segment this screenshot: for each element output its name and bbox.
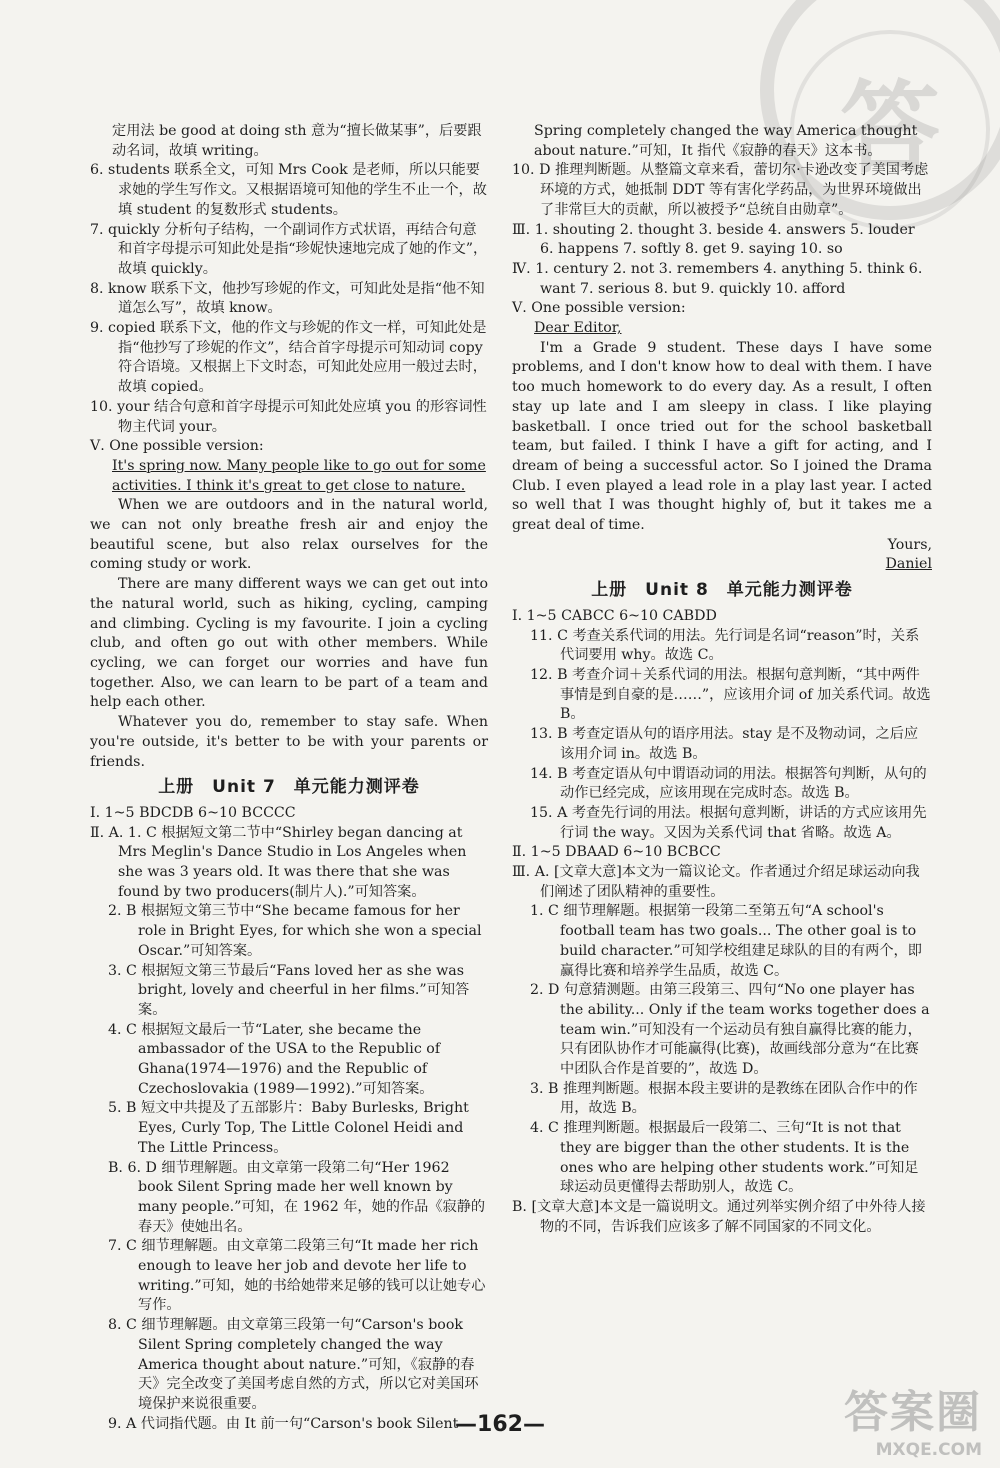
answer-paragraph: 5. B 短文中共提及了五部影片：Baby Burlesks, Bright Eyes, Curly Top, The Little Colonel Heidi and The Little Princess。 xyxy=(108,1100,469,1156)
section-heading: 上册 Unit 7 单元能力测评卷 xyxy=(158,777,420,798)
answer-paragraph: 10. D 推理判断题。从整篇文章来看，蕾切尔·卡逊改变了美国考虑环境的方式，她抵制 DDT 等有害化学药品，为世界环境做出了非常巨大的贡献，所以被授予“总统自由勋章”。 xyxy=(512,162,929,218)
answer-paragraph: 4. C 根据短文最后一节“Later, she became the ambassador of the USA to the Republic of Ghana(1974—1976) and the Republic of Czechoslovakia (1989—1992).”可知答案。 xyxy=(108,1021,441,1097)
answer-paragraph: Yours, xyxy=(887,536,932,553)
answer-paragraph: 7. quickly 分析句子结构，一个副词作方式状语，再结合句意和首字母提示可知此处是指“珍妮快速地完成了她的作文”，故填 quickly。 xyxy=(90,221,488,277)
page-number: —162— xyxy=(455,1412,545,1437)
answer-paragraph: Ⅴ. One possible version: xyxy=(512,300,686,317)
answer-paragraph: 13. B 考查定语从句的语序用法。stay 是不及物动词，之后应该用介词 in。故选 B。 xyxy=(530,726,919,762)
watermark-logo xyxy=(844,1376,982,1460)
answer-paragraph: 3. B 推理判断题。根据本段主要讲的是教练在团队合作中的作用，故选 B。 xyxy=(530,1080,918,1117)
answer-paragraph: B. [文章大意]本文是一篇说明文。通过列举实例介绍了中外待人接物的不同，告诉我们应该多了解不同国家的不同文化。 xyxy=(512,1198,926,1235)
answer-paragraph: Ⅱ. 1~5 DBAAD 6~10 BCBCC xyxy=(512,844,721,861)
answer-paragraph: B. 6. D 细节理解题。由文章第一段第二句“Her 1962 book Silent Spring made her well known by many people.”可知，在 1962 年，她的作品《寂静的春天》使她出名。 xyxy=(108,1159,486,1235)
answer-paragraph: Spring completely changed the way America thought about nature.”可知，It 指代《寂静的春天》这本书。 xyxy=(534,123,918,159)
answer-paragraph: 2. B 根据短文第三节中“She became famous for her role in Bright Eyes, for which she won a special Oscar.”可知答案。 xyxy=(108,903,482,959)
answer-paragraph: 14. B 考查定语从句中谓语动词的用法。根据答句判断，从句的动作已经完成，应该用现在完成时态。故选 B。 xyxy=(530,765,927,802)
answer-paragraph: Ⅰ. 1~5 BDCDB 6~10 BCCCC xyxy=(90,804,296,821)
answer-paragraph: 6. students 联系全文，可知 Mrs Cook 是老师，所以只能要求她的学生写作文。又根据语境可知他的学生不止一个，故填 student 的复数形式 students。 xyxy=(90,162,487,218)
answer-paragraph: 2. D 句意猜测题。由第三段第三、四句“No one player has the ability... Only if the team works together does a team win.”可知没有一个运动员有独自赢得比赛的能力，只有团队协作才可能赢得(比赛)，故画线部分意为“在比赛中团队合作是首要的”，故选 D。 xyxy=(530,982,930,1078)
answer-paragraph: Ⅲ. 1. shouting 2. thought 3. beside 4. answers 5. louder 6. happens 7. softly 8. get 9. saying 10. so xyxy=(512,221,915,258)
answer-paragraph: 9. copied 联系下文，他的作文与珍妮的作文一样，可知此处是指“他抄写了珍妮的作文”，结合首字母提示可知动词 copy 符合语境。又根据上下文时态，可知此处应用一般过去时，故填 copied。 xyxy=(90,320,487,396)
answer-paragraph: 4. C 推理判断题。根据最后一段第二、三句“It is not that they are bigger than the other students. It is the ones who are helping other students work.”可知足球运动员更懂得去帮助别人，故选 C。 xyxy=(530,1120,919,1196)
answer-paragraph: Ⅱ. A. 1. C 根据短文第二节中“Shirley began dancing at Mrs Meglin's Dance Studio in Los Angeles when she was 3 years old. It was there that she was found by two producers(制片人).”可知答案。 xyxy=(90,824,467,900)
answer-paragraph: There are many different ways we can get out into the natural world, such as hiking, cycling, camping and climbing. Cycling is my favourite. I join a cycling club, and often go out with other members. While cycling, we can forget our worries and have fun together. Also, we can learn to be part of a team and help each other. xyxy=(90,576,488,711)
answer-paragraph: 10. your 结合句意和首字母提示可知此处应填 you 的形容词性物主代词 your。 xyxy=(90,398,487,435)
answer-paragraph: Ⅳ. 1. century 2. not 3. remembers 4. anything 5. think 6. want 7. serious 8. but 9. quickly 10. afford xyxy=(512,260,923,297)
answer-paragraph: Ⅴ. One possible version: xyxy=(90,438,264,455)
answer-paragraph: Ⅰ. 1~5 CABCC 6~10 CABDD xyxy=(512,607,717,624)
answer-paragraph: Daniel xyxy=(885,556,932,573)
answer-paragraph: Dear Editor, xyxy=(534,320,622,337)
answer-paragraph: 1. C 细节理解题。根据第一段第二至第五句“A school's football team has two goals... The other goal is to build character.”可知学校组建足球队的目的有两个，即赢得比赛和培养学生品质，故选 C。 xyxy=(530,903,922,979)
answer-paragraph: 15. A 考查先行词的用法。根据句意判断，讲话的方式应该用先行词 the way。又因为关系代词 that 省略。故选 A。 xyxy=(530,804,927,841)
stamp-seal-inner: 答 xyxy=(790,30,990,230)
section-heading: 上册 Unit 8 单元能力测评卷 xyxy=(591,580,853,601)
answer-paragraph: 9. A 代词指代题。由 It 前一句“Carson's book Silent xyxy=(108,1415,459,1432)
answer-paragraph: 11. C 考查关系代词的用法。先行词是名词“reason”时，关系代词要用 why。故选 C。 xyxy=(530,627,920,664)
answer-paragraph: 12. B 考查介词＋关系代词的用法。根据句意判断，“其中两件事情是到自豪的是……”，应该用介词 of 加关系代词。故选 B。 xyxy=(530,666,931,723)
answer-paragraph: When we are outdoors and in the natural world, we can not only breathe fresh air and enjoy the beautiful scene, but also relax ourselves for the coming study or work. xyxy=(90,497,488,573)
answer-paragraph: 8. C 细节理解题。由文章第三段第一句“Carson's book Silent Spring completely changed the way America thought about nature.”可知，《寂静的春天》完全改变了美国考虑自然的方式，所以它对美国环境保护来说很重要。 xyxy=(108,1317,479,1412)
answer-paragraph: Ⅲ. A. [文章大意]本文为一篇议论文。作者通过介绍足球运动向我们阐述了团队精神的重要性。 xyxy=(512,864,920,900)
answer-paragraph: 7. C 细节理解题。由文章第二段第三句“It made her rich enough to leave her job and devote her life to writing.”可知，她的书给她带来足够的钱可以让她专心写作。 xyxy=(108,1238,486,1314)
answer-paragraph: 3. C 根据短文第三节最后“Fans loved her as she was bright, lovely and cheerful in her films.”可知答案。 xyxy=(108,962,470,1018)
right-column xyxy=(512,122,932,1237)
answer-paragraph: 定用法 be good at doing sth 意为“擅长做某事”，后要跟动名词，故填 writing。 xyxy=(112,123,482,159)
watermark-url: MXQE.COM xyxy=(875,1440,982,1460)
watermark-title: 答案圈 xyxy=(844,1387,982,1438)
answer-paragraph: It's spring now. Many people like to go out for some activities. I think it's great to get close to nature. xyxy=(112,457,486,494)
answer-paragraph: I'm a Grade 9 student. These days I have some problems, and I don't know how to deal with them. I have too much homework to do every day. As a result, I often stay up late and I am sleepy in class. I like playing basketball. I once tried out for the school basketball team, but failed. I think I have a gift for acting, and I dream of being a successful actor. So I joined the Drama Club. I even played a lead role in a play last year. I acted so well that I was thought highly of, but it takes me a great deal of time. xyxy=(512,339,932,534)
answer-paragraph: Whatever you do, remember to stay safe. When you're outside, it's better to be with your parents or friends. xyxy=(90,714,488,770)
left-column xyxy=(90,122,488,1434)
answer-paragraph: 8. know 联系下文，他抄写珍妮的作文，可知此处是指“他不知道怎么写”，故填 know。 xyxy=(90,280,485,317)
